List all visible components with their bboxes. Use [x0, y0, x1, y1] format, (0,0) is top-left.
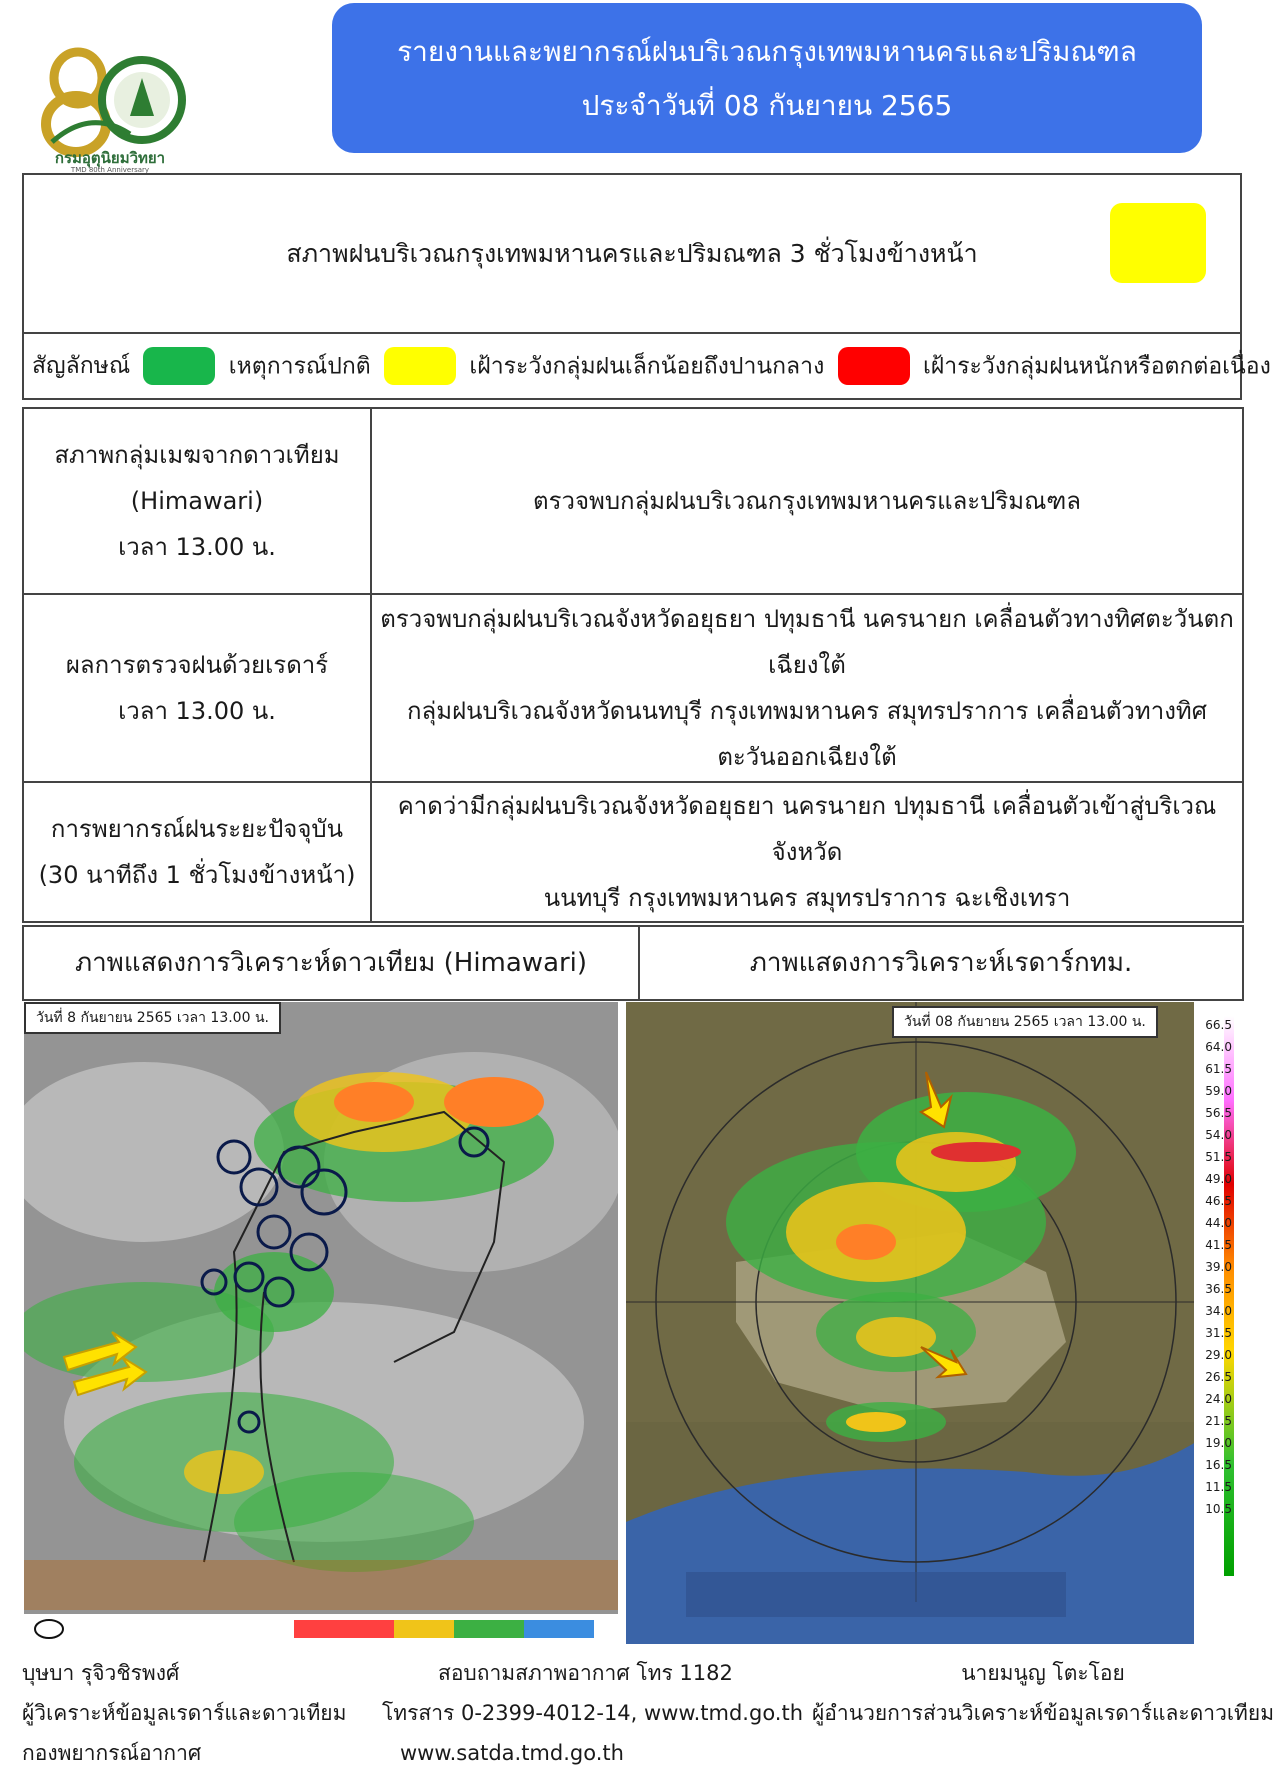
- label-line: ผลการตรวจฝนด้วยเรดาร์: [65, 651, 329, 679]
- content-line: คาดว่ามีกลุ่มฝนบริเวณจังหวัดอยุธยา นครนายก ปทุมธานี เคลื่อนตัวเข้าสู่บริเวณจังหวัด: [397, 792, 1217, 866]
- analysis-table: [22, 407, 1244, 923]
- legend-swatch-red: [838, 347, 910, 385]
- radar-caption: ภาพแสดงการวิเคราะห์เรดาร์กทม.: [639, 926, 1243, 1000]
- radar-dbz-scale: [1196, 1014, 1236, 1520]
- label-line: สภาพกลุ่มเมฆจากดาวเทียม: [54, 441, 340, 469]
- scale-label: 61.5: [1205, 1062, 1232, 1076]
- scale-label: 59.0: [1205, 1084, 1232, 1098]
- row-content-radar: [371, 594, 1243, 782]
- tmd-80-anniversary-emblem: [30, 38, 190, 158]
- legend-label: สัญลักษณ์: [32, 352, 131, 379]
- content-line: ตรวจพบกลุ่มฝนบริเวณกรุงเทพมหานครและปริมณฑล: [532, 487, 1082, 515]
- tmd-logo: [30, 38, 190, 178]
- director-title: ผู้อำนวยการส่วนวิเคราะห์ข้อมูลเรดาร์และดาวเทียม: [812, 1701, 1275, 1725]
- status-table: [22, 173, 1271, 400]
- row-label-radar: [23, 594, 371, 782]
- analyst-division: กองพยากรณ์อากาศ: [22, 1741, 202, 1765]
- label-line: การพยากรณ์ฝนระยะปัจจุบัน: [50, 815, 344, 843]
- content-line: นนทบุรี กรุงเทพมหานคร สมุทรปราการ ฉะเชิงเทรา: [543, 884, 1071, 912]
- scale-label: 10.5: [1205, 1502, 1232, 1516]
- scale-label: 39.0: [1205, 1260, 1232, 1274]
- scale-label: 36.5: [1205, 1282, 1232, 1296]
- legend: [23, 333, 1271, 399]
- satellite-map-graphic: [24, 1002, 618, 1644]
- label-line: เวลา 13.00 น.: [118, 697, 276, 725]
- radar-image: [626, 1002, 1240, 1644]
- status-title-cell: [23, 174, 1241, 333]
- satellite-caption: ภาพแสดงการวิเคราะห์ดาวเทียม (Himawari): [23, 926, 639, 1000]
- scale-label: 31.5: [1205, 1326, 1232, 1340]
- legend-item-normal: เหตุการณ์ปกติ: [228, 353, 371, 380]
- status-indicator: [1110, 203, 1206, 283]
- scale-label: 54.0: [1205, 1128, 1232, 1142]
- scale-label: 41.5: [1205, 1238, 1232, 1252]
- legend-swatch-green: [143, 347, 215, 385]
- analyst-name: บุษบา รุจิวชิรพงศ์: [22, 1661, 180, 1685]
- table-row: [23, 782, 1243, 922]
- radar-timestamp: วันที่ 08 กันยายน 2565 เวลา 13.00 น.: [892, 1006, 1158, 1038]
- scale-label: 19.0: [1205, 1436, 1232, 1450]
- scale-label: 64.0: [1205, 1040, 1232, 1054]
- analyst-title: ผู้วิเคราะห์ข้อมูลเรดาร์และดาวเทียม: [22, 1701, 347, 1725]
- scale-label: 51.5: [1205, 1150, 1232, 1164]
- footer-director: [812, 1653, 1274, 1733]
- logo-name: กรมอุตุนิยมวิทยา: [54, 149, 166, 167]
- footer-analyst: [22, 1653, 346, 1773]
- content-line: กลุ่มฝนบริเวณจังหวัดนนทบุรี กรุงเทพมหานคร สมุทรปราการ เคลื่อนตัวทางทิศ: [407, 697, 1207, 725]
- label-line: (Himawari): [130, 487, 264, 515]
- scale-label: 21.5: [1205, 1414, 1232, 1428]
- scale-label: 24.0: [1205, 1392, 1232, 1406]
- logo-subtitle: TMD 80th Anniversary: [70, 166, 150, 174]
- contact-website: www.satda.tmd.go.th: [400, 1741, 624, 1765]
- report-title: รายงานและพยากรณ์ฝนบริเวณกรุงเทพมหานครและปริมณฑล: [397, 35, 1137, 68]
- label-line: (30 นาทีถึง 1 ชั่วโมงข้างหน้า): [38, 861, 356, 889]
- scale-label: 49.0: [1205, 1172, 1232, 1186]
- report-header-banner: [332, 3, 1202, 153]
- scale-label: 11.5: [1205, 1480, 1232, 1494]
- row-content-satellite: [371, 408, 1243, 594]
- satellite-image: [24, 1002, 618, 1644]
- table-row: [23, 594, 1243, 782]
- satellite-timestamp: วันที่ 8 กันยายน 2565 เวลา 13.00 น.: [24, 1002, 281, 1034]
- contact-fax-website: โทรสาร 0-2399-4012-14, www.tmd.go.th: [382, 1701, 804, 1725]
- row-label-nowcast: [23, 782, 371, 922]
- scale-label: 56.5: [1205, 1106, 1232, 1120]
- scale-label: 46.5: [1205, 1194, 1232, 1208]
- scale-label: 34.0: [1205, 1304, 1232, 1318]
- scale-label: 66.5: [1205, 1018, 1232, 1032]
- director-name: นายมนูญ โตะโอย: [961, 1661, 1125, 1685]
- radar-map-graphic: [626, 1002, 1240, 1644]
- scale-label: 44.0: [1205, 1216, 1232, 1230]
- scale-label: 26.5: [1205, 1370, 1232, 1384]
- content-line: เฉียงใต้: [768, 651, 846, 679]
- footer-contact: [382, 1653, 803, 1773]
- report-date: ประจำวันที่ 08 กันยายน 2565: [581, 89, 953, 122]
- row-content-nowcast: [371, 782, 1243, 922]
- legend-item-heavy-rain: เฝ้าระวังกลุ่มฝนหนักหรือตกต่อเนื่อง: [922, 353, 1271, 380]
- legend-item-light-rain: เฝ้าระวังกลุ่มฝนเล็กน้อยถึงปานกลาง: [469, 353, 825, 380]
- row-label-satellite: [23, 408, 371, 594]
- label-line: เวลา 13.00 น.: [118, 533, 276, 561]
- scale-label: 29.0: [1205, 1348, 1232, 1362]
- content-line: ตรวจพบกลุ่มฝนบริเวณจังหวัดอยุธยา ปทุมธานี นครนายก เคลื่อนตัวทางทิศตะวันตก: [380, 605, 1234, 633]
- legend-swatch-yellow: [384, 347, 456, 385]
- image-caption-table: [22, 925, 1244, 1001]
- scale-label: 16.5: [1205, 1458, 1232, 1472]
- content-line: ตะวันออกเฉียงใต้: [717, 743, 897, 771]
- status-title: สภาพฝนบริเวณกรุงเทพมหานครและปริมณฑล 3 ชั่วโมงข้างหน้า: [286, 238, 978, 268]
- table-row: [23, 408, 1243, 594]
- contact-phone: สอบถามสภาพอากาศ โทร 1182: [438, 1661, 733, 1685]
